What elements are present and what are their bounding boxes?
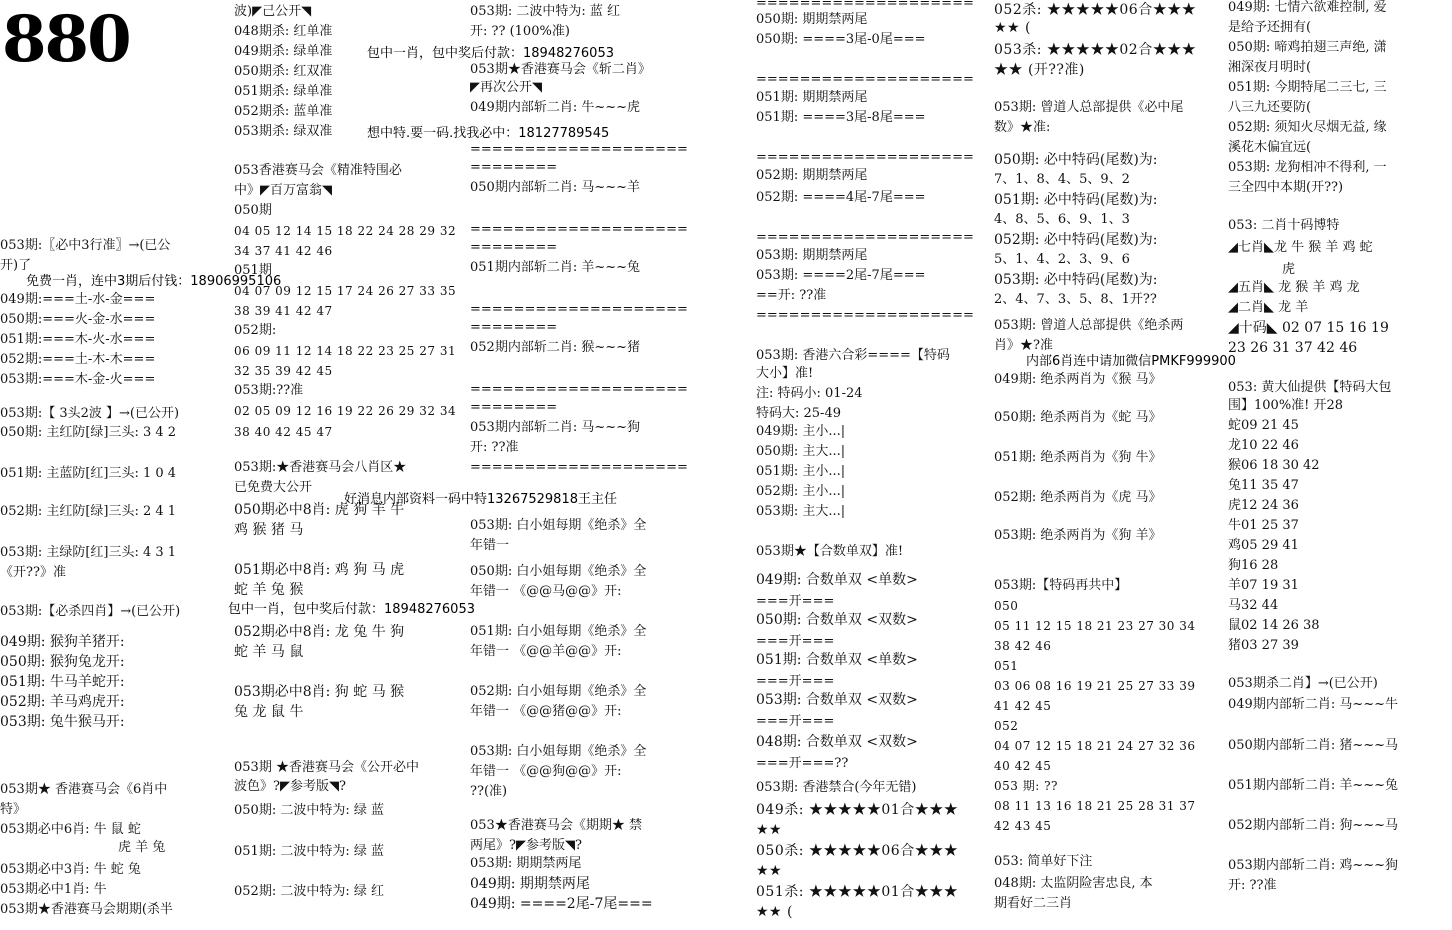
text-line: 051期: 牛马羊蛇开:: [0, 674, 125, 690]
text-line: ★★: [756, 822, 783, 838]
text-line: 051期杀: 绿单准: [234, 84, 333, 99]
text-line: 050期: 期期禁两尾: [756, 12, 868, 27]
text-line: 兔11 35 47: [1228, 478, 1299, 493]
text-line: 051期: 绝杀两肖为《狗 牛》: [994, 450, 1162, 465]
overlay-ad-text: 内部6肖连中请加微信PMKF999900: [1026, 354, 1236, 369]
text-line: 2、4、7、3、5、8、1开??: [994, 292, 1157, 307]
text-line: 053期必中8肖: 狗 蛇 马 猴: [234, 684, 405, 700]
text-line: 049期: 主小...|: [756, 424, 846, 439]
divider-line: ====================: [470, 222, 688, 237]
divider-line: ====================: [470, 382, 688, 397]
text-line: 053: 二肖十码博特: [1228, 218, 1340, 233]
text-line: 052期:===土-木-木===: [0, 352, 156, 367]
text-line: 049期: 绝杀两肖为《猴 马》: [994, 372, 1162, 387]
text-line: ★★ (: [994, 20, 1032, 36]
text-line: ===开===??: [756, 756, 849, 771]
text-line: ★★ (开??准): [994, 62, 1085, 78]
text-line: 两尾》?◤参考版◥?: [470, 838, 582, 853]
text-line: 051期: 主小...|: [756, 464, 846, 479]
divider-line: ========: [470, 240, 558, 255]
text-line: 年错一 《@@羊@@》开:: [470, 644, 622, 659]
text-line: 开: ??准: [1228, 878, 1277, 893]
text-line: 051期: 合数单双 <单数>: [756, 652, 918, 668]
text-line: 052期内部斩二肖: 猴~~~猪: [470, 340, 641, 355]
number-row: 03 06 08 16 19 21 25 27 33 39: [994, 679, 1196, 693]
text-line: 051: [994, 659, 1019, 673]
text-line: 049期: 猴狗羊猪开:: [0, 634, 125, 650]
number-row: 38 40 42 45 47: [234, 425, 333, 439]
text-line: 兔 龙 鼠 牛: [234, 704, 304, 720]
text-line: 053期:===木-金-火===: [0, 372, 156, 387]
text-line: 053香港赛马会《精准特围必: [234, 163, 402, 178]
text-line: 湘深夜月明时(: [1228, 60, 1312, 75]
text-line: 053期:【特码再共中】: [994, 578, 1128, 593]
divider-line: ====================: [756, 150, 974, 165]
text-line: 053期:★香港赛马会八肖区★: [234, 460, 407, 475]
number-row: 08 11 13 16 18 21 25 28 31 37: [994, 799, 1196, 813]
text-line: 数》★准:: [994, 120, 1051, 135]
text-line: 牛01 25 37: [1228, 518, 1299, 533]
text-line: 开: ?? (100%准): [470, 24, 570, 39]
text-line: 049杀: ★★★★★01合★★★: [756, 802, 959, 818]
divider-line: ====================: [470, 142, 688, 157]
divider-line: ====================: [756, 72, 974, 87]
number-row: 42 43 45: [994, 819, 1052, 833]
text-line: 波色》?◤参考版◥?: [234, 779, 346, 794]
text-line: 050期: 绝杀两肖为《蛇 马》: [994, 410, 1162, 425]
text-line: 052期: 主红防[绿]三头: 2 4 1: [0, 504, 177, 519]
text-line: 050期: 主大...|: [756, 444, 846, 459]
text-line: 053期:??准: [234, 383, 304, 398]
text-line: 052期: 必中特码(尾数)为:: [994, 232, 1158, 248]
text-line: 年错一 《@@狗@@》开:: [470, 764, 622, 779]
divider-line: ========: [470, 160, 558, 175]
text-line: 053: 黄大仙提供【特码大包: [1228, 380, 1392, 395]
text-line: 肖》★?准: [994, 338, 1053, 353]
text-line: ===开===: [756, 714, 835, 729]
text-line: 051期: [234, 263, 272, 278]
divider-line: ====================: [470, 302, 688, 317]
text-line: 开)了: [0, 258, 32, 273]
text-line: 050杀: ★★★★★06合★★★: [756, 843, 959, 859]
text-line: ===开===: [756, 674, 835, 689]
text-line: 051杀: ★★★★★01合★★★: [756, 884, 959, 900]
text-line: 050期:===火-金-水===: [0, 312, 156, 327]
number-row: 04 05 12 14 15 18 22 24 28 29 32: [234, 224, 457, 238]
text-line: ◢十码◣ 02 07 15 16 19: [1228, 320, 1389, 336]
text-line: 050期必中8肖: 虎 狗 羊 牛: [234, 502, 405, 518]
number-row: 04 07 09 12 15 17 24 26 27 33 35: [234, 284, 457, 298]
text-line: 053期:【 3头2波 】→(已公开): [0, 406, 180, 421]
text-line: 羊07 19 31: [1228, 578, 1299, 593]
text-line: 蛇09 21 45: [1228, 418, 1299, 433]
text-line: 大小】准!: [756, 366, 814, 381]
text-line: 050: [994, 599, 1019, 613]
text-line: 049期: 合数单双 <单数>: [756, 572, 918, 588]
text-line: 051期: 期期禁两尾: [756, 90, 868, 105]
text-line: 052期内部斩二肖: 狗~~~马: [1228, 818, 1399, 833]
text-line: 052期: ====4尾-7尾===: [756, 190, 926, 205]
number-row: 06 09 11 12 14 18 22 23 25 27 31: [234, 344, 457, 358]
text-line: 049期: 期期禁两尾: [470, 876, 590, 892]
text-line: 050期内部斩二肖: 马~~~羊: [470, 180, 641, 195]
text-line: 052期: 二波中特为: 绿 红: [234, 884, 384, 899]
text-line: 053: 简单好下注: [994, 854, 1093, 869]
text-line: 053期:【必杀四肖】→(已公开): [0, 604, 181, 619]
text-line: 虎 羊 兔: [118, 840, 166, 855]
text-line: 053期★【合数单双】准!: [756, 544, 904, 559]
text-line: 048期: 合数单双 <双数>: [756, 734, 918, 750]
text-line: ★★: [756, 863, 783, 879]
text-line: 050期: 必中特码(尾数)为:: [994, 152, 1158, 168]
text-line: 053期必中3肖: 牛 蛇 兔: [0, 862, 141, 877]
text-line: 蛇 羊 兔 猴: [234, 582, 304, 598]
text-line: 053期 ★香港赛马会《公开必中: [234, 760, 419, 775]
text-line: 猴06 18 30 42: [1228, 458, 1320, 473]
text-line: 053期内部斩二肖: 马~~~狗: [470, 420, 641, 435]
text-line: 049期: ====2尾-7尾===: [470, 896, 653, 912]
text-line: 开: ??准: [470, 440, 519, 455]
text-line: 鸡05 29 41: [1228, 538, 1299, 553]
text-line: 猪03 27 39: [1228, 638, 1299, 653]
number-row: 04 07 12 15 18 21 24 27 32 36: [994, 739, 1196, 753]
text-line: 051期: 二波中特为: 绿 蓝: [234, 844, 384, 859]
text-line: 053期: 期期禁两尾: [470, 856, 582, 871]
text-line: 特》: [0, 802, 27, 817]
divider-line: ====================: [756, 230, 974, 245]
text-line: 053期: ====2尾-7尾===: [756, 268, 926, 283]
text-line: 鼠02 14 26 38: [1228, 618, 1320, 633]
number-row: 23 26 31 37 42 46: [1228, 340, 1358, 356]
text-line: 期看好二三肖: [994, 896, 1073, 911]
text-line: 052杀: ★★★★★06合★★★: [994, 2, 1197, 18]
text-line: 053期必中1肖: 牛: [0, 882, 107, 897]
text-line: ===开===: [756, 594, 835, 609]
text-line: 050期: 主红防[绿]三头: 3 4 2: [0, 425, 177, 440]
text-line: 年错一: [470, 538, 510, 553]
text-line: 虎12 24 36: [1228, 498, 1299, 513]
text-line: 053期杀: 绿双准: [234, 124, 333, 139]
text-line: 5、1、4、2、3、9、6: [994, 252, 1130, 267]
text-line: 052期杀: 蓝单准: [234, 104, 333, 119]
text-line: 051期: 今期特尾二三七, 三: [1228, 80, 1387, 95]
number-row: 02 05 09 12 16 19 22 26 29 32 34: [234, 404, 457, 418]
text-line: 050期: [234, 203, 272, 218]
text-line: 051期: 白小姐每期《绝杀》全: [470, 624, 647, 639]
text-line: 053 期: ??: [994, 779, 1058, 793]
text-line: 是给予还拥有(: [1228, 20, 1312, 35]
text-line: ◤再次公开◥: [470, 80, 542, 95]
text-line: 052期: 白小姐每期《绝杀》全: [470, 684, 647, 699]
text-line: 年错一 《@@猪@@》开:: [470, 704, 622, 719]
text-line: 053期★香港赛马会期期(杀半: [0, 902, 173, 917]
text-line: 048期: 太监阴险害忠良, 本: [994, 876, 1153, 891]
text-line: 狗16 28: [1228, 558, 1279, 573]
overlay-ad-text: 包中一肖，包中奖后付款：18948276053: [228, 602, 475, 617]
text-line: 050期: 二波中特为: 绿 蓝: [234, 803, 384, 818]
text-line: 中》◤百万富翁◥: [234, 183, 332, 198]
number-row: 40 42 45: [994, 759, 1052, 773]
text-line: ===开===: [756, 634, 835, 649]
overlay-ad-text: 免费一肖，连中3期后付钱：18906995106: [26, 274, 282, 289]
text-line: 《开??》准: [0, 565, 66, 580]
text-line: 052期:: [234, 323, 277, 338]
text-line: 051期内部斩二肖: 羊~~~兔: [470, 260, 641, 275]
text-line: 048期杀: 红单准: [234, 24, 333, 39]
page-logo-number: 880: [2, 2, 130, 77]
text-line: 特码大: 25-49: [756, 406, 841, 421]
text-line: 052期: 期期禁两尾: [756, 168, 868, 183]
text-line: 053期: 主绿防[红]三头: 4 3 1: [0, 545, 177, 560]
text-line: 052期: 主小...|: [756, 484, 846, 499]
text-line: 052: [994, 719, 1019, 733]
text-line: 围】100%准! 开28: [1228, 398, 1344, 413]
text-line: 049期内部斩二肖: 牛~~~虎: [470, 100, 641, 115]
text-line: 051期: 必中特码(尾数)为:: [994, 192, 1158, 208]
text-line: 051期必中8肖: 鸡 狗 马 虎: [234, 562, 405, 578]
text-line: 053期: 曾道人总部提供《必中尾: [994, 100, 1184, 115]
text-line: 八三九还要防(: [1228, 100, 1312, 115]
text-line: 049期:===土-水-金===: [0, 292, 156, 307]
text-line: ??(准): [470, 784, 508, 799]
text-line: ◢七肖◣龙 牛 猴 羊 鸡 蛇: [1228, 240, 1373, 255]
text-line: 050期杀: 红双准: [234, 64, 333, 79]
text-line: 053期: 香港六合彩====【特码: [756, 348, 950, 363]
text-line: 050期: 啼鸡拍翅三声绝, 潇: [1228, 40, 1387, 55]
text-line: 052期: 羊马鸡虎开:: [0, 694, 125, 710]
divider-line: ====================: [470, 460, 688, 475]
divider-line: ========: [470, 400, 558, 415]
text-line: 051期: 主蓝防[红]三头: 1 0 4: [0, 466, 177, 481]
text-line: 052期: 须知火尽烟无益, 缘: [1228, 120, 1387, 135]
text-line: 波)◤己公开◥: [234, 4, 312, 19]
text-line: 052期: 绝杀两肖为《虎 马》: [994, 490, 1162, 505]
text-line: 蛇 羊 马 鼠: [234, 644, 304, 660]
text-line: 马32 44: [1228, 598, 1279, 613]
text-line: 龙10 22 46: [1228, 438, 1299, 453]
number-row: 32 35 39 42 45: [234, 364, 333, 378]
text-line: 053期: 曾道人总部提供《绝杀两: [994, 318, 1184, 333]
text-line: 050期: 合数单双 <双数>: [756, 612, 918, 628]
number-row: 38 39 41 42 47: [234, 304, 333, 318]
text-line: 049期杀: 绿单准: [234, 44, 333, 59]
text-line: 052期必中8肖: 龙 兔 牛 狗: [234, 624, 405, 640]
text-line: 4、8、5、6、9、1、3: [994, 212, 1130, 227]
text-line: 注: 特码小: 01-24: [756, 386, 863, 401]
text-line: 三全四中本期(开??): [1228, 180, 1344, 195]
text-line: 049期内部斩二肖: 马~~~牛: [1228, 697, 1399, 712]
text-line: 虎: [1282, 262, 1296, 277]
text-line: 053期: 合数单双 <双数>: [756, 692, 918, 708]
text-line: 7、1、8、4、5、9、2: [994, 172, 1130, 187]
text-line: 053期内部斩二肖: 鸡~~~狗: [1228, 858, 1399, 873]
text-line: 溪花木偏宜远(: [1228, 140, 1312, 155]
text-line: 051期: ====3尾-8尾===: [756, 110, 926, 125]
text-line: 053期: 白小姐每期《绝杀》全: [470, 744, 647, 759]
number-row: 05 11 12 15 18 21 23 27 30 34: [994, 619, 1196, 633]
text-line: 已免费大公开: [234, 480, 313, 495]
text-line: 053期: 二波中特为: 蓝 红: [470, 4, 620, 19]
text-line: 050期: 猴狗兔龙开:: [0, 654, 125, 670]
text-line: 053期杀二肖】→(已公开): [1228, 676, 1378, 691]
divider-line: ====================: [756, 308, 974, 323]
text-line: ★★ (: [756, 904, 794, 920]
text-line: 年错一 《@@马@@》开:: [470, 584, 622, 599]
overlay-ad-text: 包中一肖，包中奖后付款：18948276053: [367, 46, 614, 61]
text-line: 鸡 猴 猪 马: [234, 522, 304, 538]
text-line: 053期: 主大...|: [756, 504, 846, 519]
text-line: 050期: 白小姐每期《绝杀》全: [470, 564, 647, 579]
text-line: 053期:〖必中3行准〗→(已公: [0, 238, 171, 253]
number-row: 38 42 46: [994, 639, 1052, 653]
number-row: 34 37 41 42 46: [234, 244, 333, 258]
text-line: ==开: ??准: [756, 288, 827, 303]
text-line: 049期: 七情六欲难控制, 爱: [1228, 0, 1387, 15]
text-line: 053期★香港赛马会《斩二肖》: [470, 62, 651, 77]
text-line: 053期: 绝杀两肖为《狗 羊》: [994, 528, 1162, 543]
text-line: 050期: ====3尾-0尾===: [756, 32, 926, 47]
text-line: 053期: 兔牛猴马开:: [0, 714, 125, 730]
text-line: 053期: 香港禁合(今年无错): [756, 780, 917, 795]
text-line: 053期: 龙狗相冲不得利, 一: [1228, 160, 1387, 175]
text-line: 053期: 白小姐每期《绝杀》全: [470, 518, 647, 533]
text-line: 053期: 必中特码(尾数)为:: [994, 272, 1158, 288]
text-line: 053期★ 香港赛马会《6肖中: [0, 782, 168, 797]
text-line: 053杀: ★★★★★02合★★★: [994, 42, 1197, 58]
text-line: 053期必中6肖: 牛 鼠 蛇: [0, 822, 141, 837]
overlay-ad-text: 想中特.要一码.找我必中：18127789545: [367, 126, 610, 141]
divider-line: ========: [470, 320, 558, 335]
text-line: 053★香港赛马会《期期★ 禁: [470, 818, 642, 833]
divider-line: ====================: [756, 0, 974, 11]
text-line: ◢五肖◣ 龙 猴 羊 鸡 龙: [1228, 280, 1360, 295]
text-line: 051期内部斩二肖: 羊~~~兔: [1228, 778, 1399, 793]
text-line: ◢二肖◣ 龙 羊: [1228, 300, 1309, 315]
text-line: 050期内部斩二肖: 猪~~~马: [1228, 738, 1399, 753]
text-line: 051期:===木-火-水===: [0, 332, 156, 347]
overlay-ad-text: 好消息内部资料一码中特13267529818王主任: [344, 492, 617, 507]
text-line: 053期: 期期禁两尾: [756, 248, 868, 263]
number-row: 41 42 45: [994, 699, 1052, 713]
